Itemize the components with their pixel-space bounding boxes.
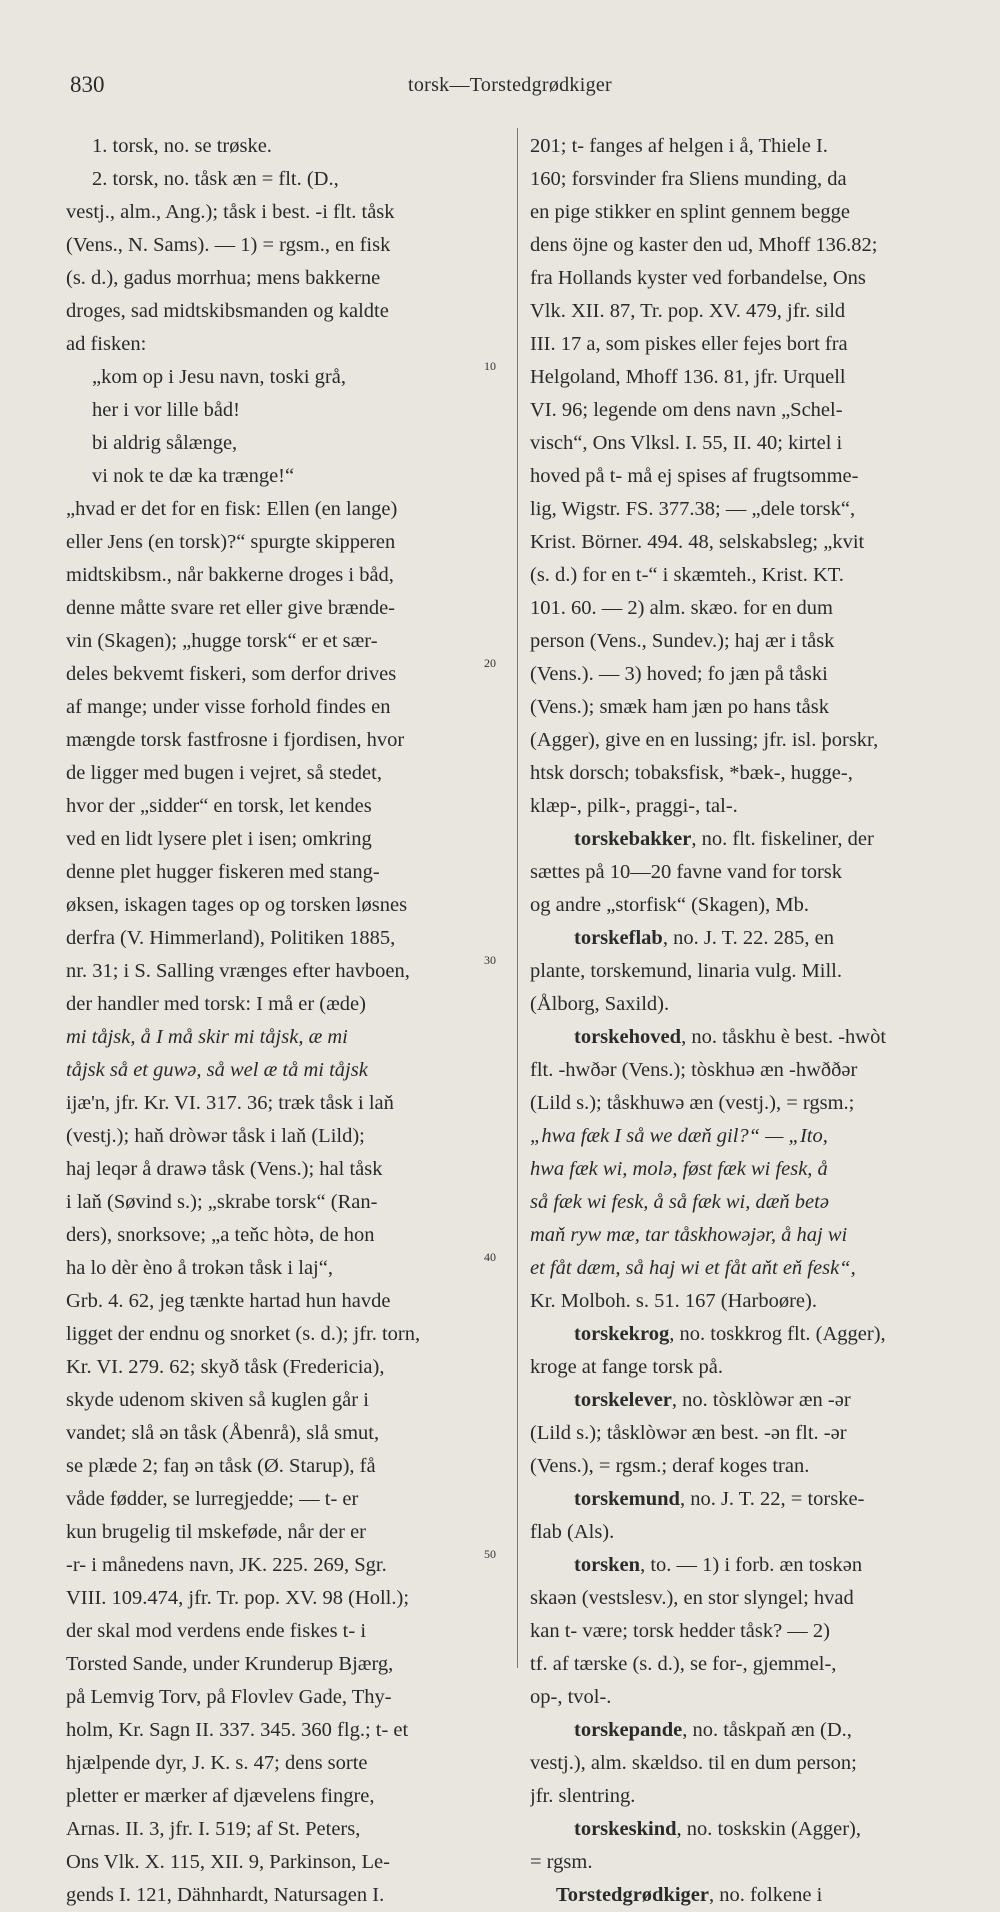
text-line: (Vens.); smæk ham jæn po hans tåsk (530, 696, 829, 718)
text-line: (vestj.); haň dròwər tåsk i laň (Lild); (66, 1125, 365, 1147)
text-line: Torsted Sande, under Krunderup Bjærg, (66, 1653, 394, 1675)
text-line: Arnas. II. 3, jfr. I. 519; af St. Peters, (66, 1818, 361, 1840)
text-line: ijæ'n, jfr. Kr. VI. 317. 36; træk tåsk i laň (66, 1092, 394, 1114)
headword: torskepande (574, 1719, 683, 1741)
entry-headword-line: Torstedgrødkiger, no. folkene i (556, 1884, 823, 1906)
text-line: i laň (Søvind s.); „skrabe torsk“ (Ran- (66, 1191, 378, 1213)
text-line: deles bekvemt fiskeri, som derfor drives (66, 663, 397, 685)
line-number: 10 (484, 359, 496, 373)
text-line: de ligger med bugen i vejret, så stedet, (66, 762, 382, 784)
entry-headword-line: torskemund, no. J. T. 22, = torske- (574, 1488, 865, 1510)
text-line: se plæde 2; faŋ ən tåsk (Ø. Starup), få (66, 1455, 376, 1477)
headword: torsken (574, 1554, 641, 1576)
text-line: der skal mod verdens ende fiskes t- i (66, 1620, 367, 1642)
text-line: kun brugelig til mskeføde, når der er (66, 1521, 367, 1543)
text-line: (Lild s.); tåsklòwər æn best. -ən flt. -ər (530, 1422, 847, 1444)
text-line: -r- i månedens navn, JK. 225. 269, Sgr. (66, 1554, 387, 1576)
text-line: vin (Skagen); „hugge torsk“ er et sær- (66, 630, 378, 652)
line-number: 50 (484, 1547, 496, 1561)
text-line: der handler med torsk: I må er (æde) (66, 993, 366, 1015)
text-line: flab (Als). (530, 1521, 615, 1543)
page-header (70, 72, 950, 112)
entry-headword-line: torskelever, no. tòsklòwər æn -ər (574, 1389, 851, 1411)
text-line: dens öjne og kaster den ud, Mhoff 136.82; (530, 234, 878, 256)
text-line: derfra (V. Himmerland), Politiken 1885, (66, 927, 396, 949)
entry-headword-line: torsken, to. — 1) i forb. æn toskən (574, 1554, 863, 1576)
text-line: flt. -hwðər (Vens.); tòskhuə æn -hwððər (530, 1059, 858, 1081)
text-line: her i vor lille båd! (92, 399, 241, 421)
text-line: skyde udenom skiven så kuglen går i (66, 1389, 369, 1411)
text-line: = rgsm. (530, 1851, 593, 1873)
headword: torskemund (574, 1488, 680, 1510)
text-line: Krist. Börner. 494. 48, selskabsleg; „kvit (530, 531, 865, 553)
text-line: plante, torskemund, linaria vulg. Mill. (530, 960, 843, 982)
text-line: vestj., alm., Ang.); tåsk i best. -i flt. tåsk (66, 201, 395, 223)
headword: torskeskind (574, 1818, 677, 1840)
headword: torskeflab (574, 927, 663, 949)
text-line: kroge at fange torsk på. (530, 1356, 723, 1378)
text-line: 2. torsk, no. tåsk æn = flt. (D., (92, 168, 339, 190)
text-line: Vlk. XII. 87, Tr. pop. XV. 479, jfr. sild (530, 300, 846, 322)
text-line: 160; forsvinder fra Sliens munding, da (530, 168, 847, 190)
text-line: „hwa fæk I så we dæň gil?“ — „Ito, (530, 1125, 828, 1147)
text-line: 101. 60. — 2) alm. skæo. for en dum (530, 597, 833, 619)
text-line: mængde torsk fastfrosne i fjordisen, hvor (66, 729, 405, 751)
text-line: ad fisken: (66, 333, 147, 355)
text-line: klæp-, pilk-, praggi-, tal-. (530, 795, 738, 817)
text-line: lig, Wigstr. FS. 377.38; — „dele torsk“, (530, 498, 856, 520)
text-line: en pige stikker en splint gennem begge (530, 201, 850, 223)
text-line: tf. af tærske (s. d.), se for-, gjemmel-, (530, 1653, 837, 1675)
text-line: skaən (vestslesv.), en stor slyngel; hvad (530, 1587, 854, 1609)
headword: torskekrog (574, 1323, 670, 1345)
line-number: 40 (484, 1250, 496, 1264)
entry-headword-line: torskeskind, no. toskskin (Agger), (574, 1818, 862, 1840)
text-line: vandet; slå ən tåsk (Åbenrå), slå smut, (66, 1422, 380, 1444)
text-line: 201; t- fanges af helgen i å, Thiele I. (530, 135, 828, 157)
line-number: 30 (484, 953, 496, 967)
right-column (530, 130, 960, 1912)
text-line: kan t- være; torsk hedder tåsk? — 2) (530, 1620, 831, 1642)
text-line: mi tåjsk, å I må skir mi tåjsk, æ mi (66, 1026, 348, 1048)
text-line: våde fødder, se lurregjedde; — t- er (66, 1488, 359, 1510)
text-line: af mange; under visse forhold findes en (66, 696, 391, 718)
column-divider (517, 128, 518, 1668)
text-line: haj leqər å drawə tåsk (Vens.); hal tåsk (66, 1158, 383, 1180)
text-line: fra Hollands kyster ved forbandelse, Ons (530, 267, 866, 289)
entry-headword-line: torskeflab, no. J. T. 22. 285, en (574, 927, 835, 949)
text-line: jfr. slentring. (530, 1785, 636, 1807)
entry-headword-line: torskekrog, no. toskkrog flt. (Agger), (574, 1323, 886, 1345)
text-line: ligget der endnu og snorket (s. d.); jfr. torn, (66, 1323, 421, 1345)
text-line: (Vens.). — 3) hoved; fo jæn på tåski (530, 663, 828, 685)
text-line: hoved på t- må ej spises af frugtsomme- (530, 465, 859, 487)
text-line: så fæk wi fesk, å så fæk wi, dæň betə (530, 1191, 829, 1213)
text-line: (Lild s.); tåskhuwə æn (vestj.), = rgsm.; (530, 1092, 855, 1114)
text-line: (s. d.) for en t-“ i skæmteh., Krist. KT. (530, 564, 844, 586)
text-line: vi nok te dæ ka trænge!“ (92, 465, 295, 487)
text-line: denne måtte svare ret eller give brænde- (66, 597, 395, 619)
text-line: et fåt dæm, så haj wi et fåt aňt eň fesk“, (530, 1257, 856, 1279)
text-line: (Ålborg, Saxild). (530, 993, 670, 1015)
text-line: Kr. Molboh. s. 51. 167 (Harboøre). (530, 1290, 817, 1312)
text-line: 1. torsk, no. se trøske. (92, 135, 272, 157)
text-line: øksen, iskagen tages op og torsken løsnes (66, 894, 408, 916)
running-title: torsk—Torstedgrødkiger (407, 74, 613, 96)
text-line: person (Vens., Sundev.); haj ær i tåsk (530, 630, 835, 652)
text-line: op-, tvol-. (530, 1686, 612, 1708)
text-line: ders), snorksove; „a teňc hòtə, de hon (66, 1224, 375, 1246)
text-line: visch“, Ons Vlksl. I. 55, II. 40; kirtel i (530, 432, 843, 454)
text-line: pletter er mærker af djævelens fingre, (66, 1785, 375, 1807)
text-line: gends I. 121, Dähnhardt, Natursagen I. (66, 1884, 385, 1906)
line-number: 20 (484, 656, 496, 670)
text-line: Ons Vlk. X. 115, XII. 9, Parkinson, Le- (66, 1851, 390, 1873)
text-line: holm, Kr. Sagn II. 337. 345. 360 flg.; t- et (66, 1719, 409, 1741)
text-line: denne plet hugger fiskeren med stang- (66, 861, 380, 883)
text-line: Kr. VI. 279. 62; skyð tåsk (Fredericia), (66, 1356, 385, 1378)
headword: torskebakker (574, 828, 692, 850)
text-line: droges, sad midtskibsmanden og kaldte (66, 300, 389, 322)
text-line: ha lo dèr èno å trokən tåsk i laj“, (66, 1257, 333, 1279)
text-line: (Vens.), = rgsm.; deraf koges tran. (530, 1455, 810, 1477)
text-line: midtskibsm., når bakkerne droges i båd, (66, 564, 394, 586)
text-line: „hvad er det for en fisk: Ellen (en lange) (66, 498, 398, 520)
text-line: tåjsk så et guwə, så wel æ tå mi tåjsk (66, 1059, 368, 1081)
text-line: vestj.), alm. skældso. til en dum person; (530, 1752, 857, 1774)
entry-headword-line: torskehoved, no. tåskhu è best. -hwòt (574, 1026, 887, 1048)
page-number: 830 (70, 72, 105, 97)
text-line: og andre „storfisk“ (Skagen), Mb. (530, 894, 809, 916)
text-line: VIII. 109.474, jfr. Tr. pop. XV. 98 (Holl.); (66, 1587, 410, 1609)
entry-headword-line: torskebakker, no. flt. fiskeliner, der (574, 828, 874, 850)
text-line: Grb. 4. 62, jeg tænkte hartad hun havde (66, 1290, 391, 1312)
left-column (66, 130, 504, 1912)
headword: torskehoved (574, 1026, 682, 1048)
headword: Torstedgrødkiger (556, 1884, 709, 1906)
text-line: nr. 31; i S. Salling vrænges efter havboen, (66, 960, 410, 982)
text-line: „kom op i Jesu navn, toski grå, (92, 366, 346, 388)
text-line: III. 17 a, som piskes eller fejes bort fra (530, 333, 848, 355)
text-line: på Lemvig Torv, på Flovlev Gade, Thy- (66, 1686, 392, 1708)
text-line: maň ryw mæ, tar tåskhowəjər, å haj wi (530, 1224, 848, 1246)
text-line: (Agger), give en en lussing; jfr. isl. þorskr, (530, 729, 879, 751)
text-line: hjælpende dyr, J. K. s. 47; dens sorte (66, 1752, 368, 1774)
text-line: (Vens., N. Sams). — 1) = rgsm., en fisk (66, 234, 391, 256)
text-line: hvor der „sidder“ en torsk, let kendes (66, 795, 372, 817)
entry-headword-line: torskepande, no. tåskpaň æn (D., (574, 1719, 852, 1741)
text-line: hwa fæk wi, molə, føst fæk wi fesk, å (530, 1158, 828, 1180)
headword: torskelever (574, 1389, 672, 1411)
text-line: htsk dorsch; tobaksfisk, *bæk-, hugge-, (530, 762, 853, 784)
text-line: (s. d.), gadus morrhua; mens bakkerne (66, 267, 381, 289)
text-line: bi aldrig sålænge, (92, 432, 238, 454)
text-line: VI. 96; legende om dens navn „Schel- (530, 399, 843, 421)
text-line: ved en lidt lysere plet i isen; omkring (66, 828, 372, 850)
text-line: eller Jens (en torsk)?“ spurgte skipperen (66, 531, 396, 553)
text-line: Helgoland, Mhoff 136. 81, jfr. Urquell (530, 366, 846, 388)
text-line: sættes på 10—20 favne vand for torsk (530, 861, 842, 883)
